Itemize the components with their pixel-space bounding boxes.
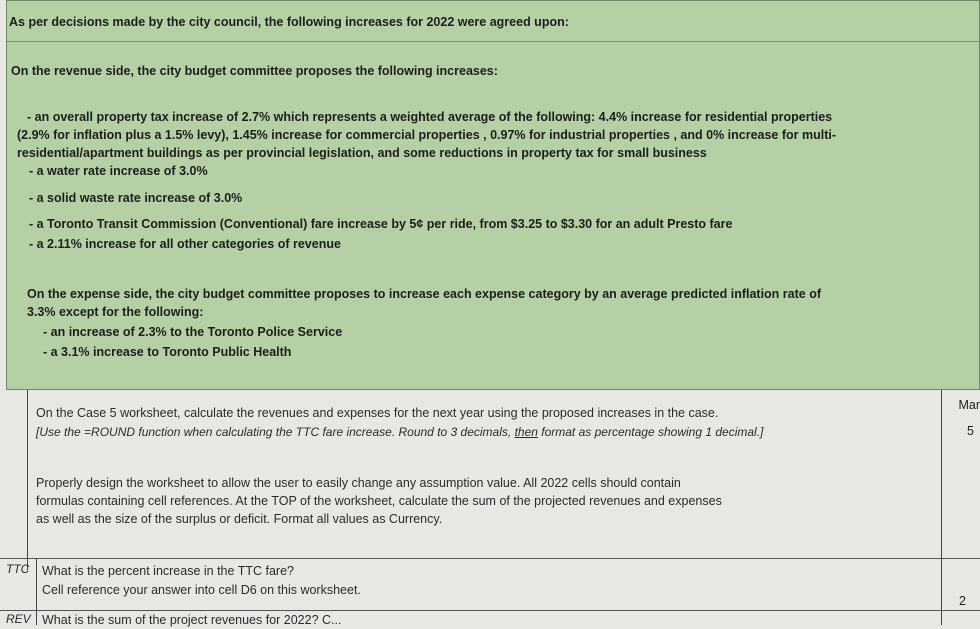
task-hint-c: format as percentage showing 1 decimal.]	[537, 425, 764, 439]
task-hint	[36, 423, 763, 441]
task-marks: 5	[967, 424, 974, 438]
question-marks: 2	[959, 594, 966, 608]
marks-header: Mar	[958, 398, 980, 412]
question-instruction: Cell reference your answer into cell D6 on this worksheet.	[42, 583, 361, 597]
question-text: What is the sum of the project revenues for 2022? C...	[42, 613, 342, 627]
task-hint-a: [Use the =ROUND function when calculating the TTC fare increase. Round to 3 decimals,	[36, 425, 515, 439]
question-text: What is the percent increase in the TTC fare?	[42, 564, 294, 578]
expense-item: - an increase of 2.3% to the Toronto Police Service	[43, 325, 343, 339]
expense-item: - a 3.1% increase to Toronto Public Health	[43, 345, 292, 359]
task-hint-b: then	[514, 425, 538, 439]
case-description-panel	[6, 0, 980, 390]
revenue-item: - a 2.11% increase for all other categories of revenue	[29, 237, 341, 251]
revenue-item: - a water rate increase of 3.0%	[29, 164, 208, 178]
revenue-item: - a Toronto Transit Commission (Conventional) fare increase by 5¢ per ride, from $3.25 to $3.30 for an adult Presto fare	[29, 217, 733, 231]
task-paragraph: as well as the size of the surplus or deficit. Format all values as Currency.	[36, 512, 443, 526]
revenue-heading: On the revenue side, the city budget committee proposes the following increases:	[11, 64, 498, 78]
column-divider	[36, 558, 37, 625]
revenue-item: - a solid waste rate increase of 3.0%	[29, 191, 243, 205]
revenue-item: residential/apartment buildings as per provincial legislation, and some reductions in property tax for small business	[17, 146, 707, 160]
task-instruction: On the Case 5 worksheet, calculate the revenues and expenses for the next year using the proposed increases in the case.	[36, 406, 719, 420]
task-cell	[27, 390, 942, 570]
column-divider	[941, 390, 942, 625]
question-code: TTC	[6, 562, 30, 576]
task-paragraph: formulas containing cell references. At the TOP of the worksheet, calculate the sum of the projected revenues and expenses	[36, 494, 722, 508]
revenue-item: (2.9% for inflation plus a 1.5% levy), 1.45% increase for commercial properties , 0.97% for industrial properties , and 0% increase for multi-	[17, 128, 837, 142]
expense-heading: On the expense side, the city budget committee proposes to increase each expense category by an average predicted inflation rate of	[27, 287, 821, 301]
row-divider	[0, 558, 980, 559]
revenue-item: - an overall property tax increase of 2.7% which represents a weighted average of the following: 4.4% increase for residential properties	[27, 110, 833, 124]
row-divider	[0, 610, 980, 611]
expense-heading-cont: 3.3% except for the following:	[27, 305, 204, 319]
task-paragraph: Properly design the worksheet to allow the user to easily change any assumption value. All 2022 cells should contain	[36, 476, 681, 490]
question-code: REV	[6, 612, 31, 626]
divider	[7, 41, 979, 42]
intro-text: As per decisions made by the city council, the following increases for 2022 were agreed upon:	[9, 15, 569, 29]
